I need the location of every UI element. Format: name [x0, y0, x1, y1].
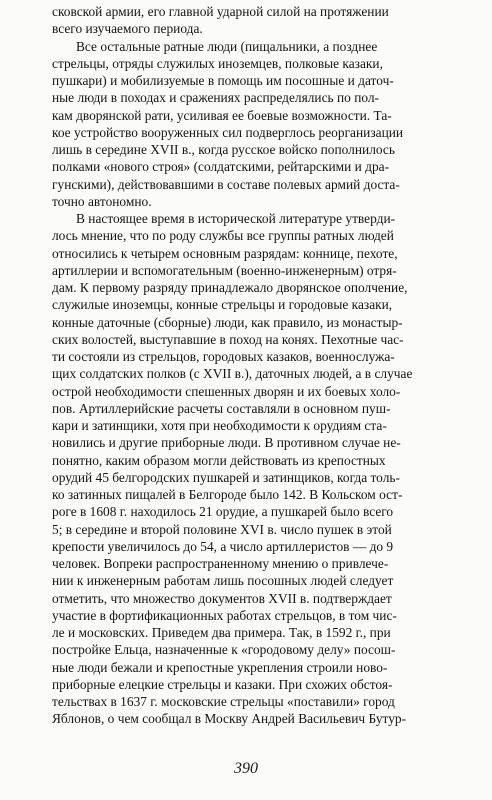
text-line: пов. Артиллерийские расчеты составляли в основном пуш- [52, 400, 391, 416]
text-line: пушкари) и мобилизуемые в помощь им посошные и даточ- [52, 73, 394, 88]
text-line: нии к инженерным работам лишь посошных людей следует [52, 573, 394, 589]
text-line: Все остальные ратные люди (пищальники, а позднее [76, 38, 378, 54]
text-line: человек. Вопреки распространенному мнению о привлече- [52, 556, 389, 571]
text-line: понятно, каким образом могли действовать из крепостных [52, 452, 386, 468]
text-line: сковской армии, его главной ударной силой на протяжении [52, 4, 389, 19]
text-line: лось мнение, что по роду службы все группы ратных людей [52, 228, 394, 244]
text-line: Яблонов, о чем сообщал в Москву Андрей Васильевич Бутур- [52, 711, 407, 727]
text-line: щих солдатских полков (с XVII в.), даточных людей, а в случае [52, 366, 413, 382]
text-line: новились и другие приборные люди. В противном случае не- [52, 435, 401, 451]
text-line: артиллерии и вспомогательным (военно-инженерным) отря- [52, 262, 397, 278]
text-line: тельствах в 1637 г. московские стрельцы «поставили» город [52, 694, 395, 709]
text-line: отметить, что множество документов XVII в. подтверждает [52, 590, 392, 606]
text-line: кам дворянской рати, усиливая ее боевые возможности. Та- [52, 107, 392, 123]
text-line: полками «нового строя» (солдатскими, рейтарскими и дра- [52, 159, 390, 175]
text-line: кари и затинщики, хотя при необходимости к орудиям ста- [52, 418, 387, 433]
text-line: конные даточные (сборные) люди, как правило, из монастыр- [52, 314, 403, 330]
text-line: ле и московских. Приведем два примера. Так, в 1592 г., при [52, 625, 391, 640]
text-line: В настоящее время в исторической литературе утверди- [76, 211, 396, 226]
text-line: острой необходимости спешенных дворян и их боевых холо- [52, 383, 401, 399]
text-line: гунскими), действовавшими в составе полевых армий доста- [52, 176, 400, 192]
text-line: ко затинных пищалей в Белгороде было 142. В Кольском ост- [52, 487, 403, 502]
text-line: орудий 45 белгородских пушкарей и затинщиков, когда толь- [52, 469, 400, 485]
text-line: крепости увеличилось до 54, а число артиллеристов — до 9 [52, 538, 394, 554]
page-number: 390 [234, 760, 258, 777]
text-line: кое устройство вооруженных сил подверглось реорганизации [52, 124, 404, 140]
text-line: дам. К первому разряду принадлежало дворянское ополчение, [52, 280, 408, 295]
text-line: ских волостей, выступавшие в поход на конях. Пехотные час- [52, 331, 404, 347]
text-line: служилые иноземцы, конные стрельцы и городовые казаки, [52, 297, 393, 313]
text-line: постройке Ельца, назначенные к «городовому делу» посош- [52, 642, 396, 658]
text-line: ные люди бежали и крепостные укрепления строили ново- [52, 659, 388, 675]
text-line: лишь в середине XVII в., когда русское войско пополнилось [52, 142, 395, 157]
text-line: участие в фортификационных работах стрельцов, в том чис- [52, 607, 397, 623]
text-line: 5; в середине и второй половине XVI в. число пушек в этой [52, 521, 392, 537]
text-line: точно автономно. [52, 193, 152, 209]
page-body-text [52, 3, 452, 728]
text-line: ные люди в походах и сражениях распределялись по пол- [52, 90, 380, 106]
text-line: приборные елецкие стрельцы и казаки. При схожих обстоя- [52, 676, 393, 692]
text-line: роге в 1608 г. находилось 21 орудие, а пушкарей было всего [52, 504, 394, 520]
text-line: стрельцы, отряды служилых иноземцев, полковые казаки, [52, 55, 383, 71]
text-line: всего изучаемого периода. [52, 21, 203, 37]
text-line: ти состояли из стрельцов, городовых казаков, военнослужа- [52, 349, 395, 364]
text-line: относились к четырем основным разрядам: коннице, пехоте, [52, 245, 398, 261]
